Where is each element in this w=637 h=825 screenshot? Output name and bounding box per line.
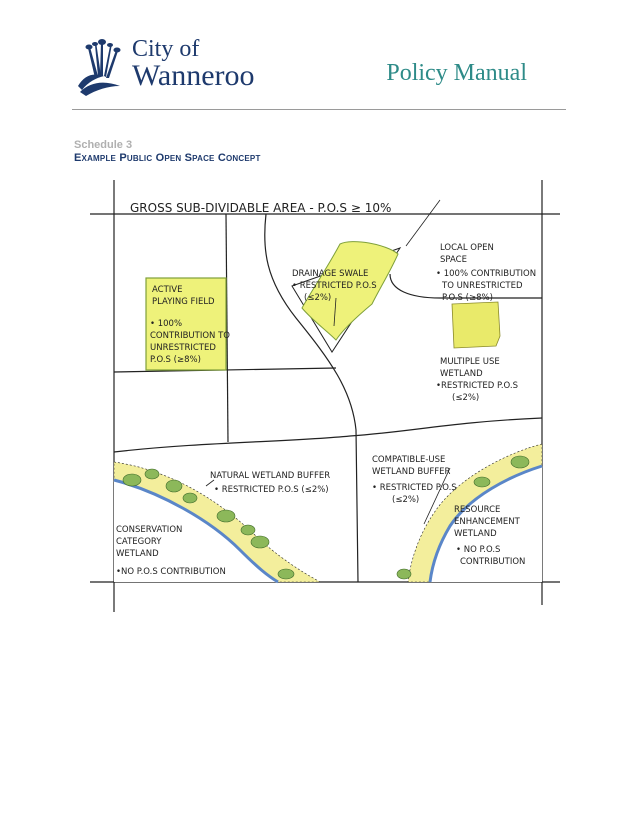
conservation-label-4: •NO P.O.S CONTRIBUTION [116, 567, 226, 577]
multi-label-4: (≤2%) [452, 393, 480, 403]
active-label-5: UNRESTRICTED [150, 343, 216, 353]
multi-label-1: MULTIPLE USE [440, 357, 500, 367]
compatible-label-3: • RESTRICTED P.O.S [372, 483, 457, 493]
swale-label-2: • RESTRICTED P.O.S [292, 281, 377, 291]
conservation-label-3: WETLAND [116, 549, 159, 559]
swale-label-3: (≤2%) [304, 293, 332, 303]
multi-label-2: WETLAND [440, 369, 483, 379]
resource-label-3: WETLAND [454, 529, 497, 539]
logo-line-2: Wanneroo [132, 59, 255, 92]
compatible-label-1: COMPATIBLE-USE [372, 455, 446, 465]
natural-label-1: NATURAL WETLAND BUFFER [210, 471, 331, 481]
compatible-label-4: (≤2%) [392, 495, 420, 505]
resource-label-1: RESOURCE [454, 505, 501, 515]
local-label-4: TO UNRESTRICTED [442, 281, 523, 291]
local-label-3: • 100% CONTRIBUTION [436, 269, 537, 279]
resource-label-2: ENHANCEMENT [454, 517, 520, 527]
active-label-2: PLAYING FIELD [152, 297, 215, 307]
schedule-number: Schedule 3 [74, 139, 133, 151]
active-label-3: • 100% [150, 319, 183, 329]
manual-title: Policy Manual [386, 60, 527, 86]
multiple-use-wetland [452, 302, 500, 348]
pos-concept-sketch [90, 180, 560, 620]
local-label-2: SPACE [440, 255, 467, 265]
active-label-6: P.O.S (≥8%) [150, 355, 201, 365]
conservation-label-1: CONSERVATION [116, 525, 183, 535]
headline-label: GROSS SUB-DIVIDABLE AREA - P.O.S ≥ 10% [130, 201, 392, 215]
active-label-1: ACTIVE [152, 285, 183, 295]
local-label-5: P.O.S (≥8%) [442, 293, 493, 303]
resource-label-4: • NO P.O.S [456, 545, 501, 555]
conservation-label-2: CATEGORY [116, 537, 162, 547]
local-label-1: LOCAL OPEN [440, 243, 494, 253]
header-divider [72, 109, 566, 110]
collector-road [114, 418, 542, 452]
swale-label-1: DRAINAGE SWALE [292, 269, 369, 279]
compatible-label-2: WETLAND BUFFER [372, 467, 451, 477]
natural-label-2: • RESTRICTED P.O.S (≤2%) [214, 485, 329, 495]
logo-line-1: City of [132, 36, 200, 62]
resource-label-5: CONTRIBUTION [460, 557, 526, 567]
active-label-4: CONTRIBUTION TO [150, 331, 230, 341]
schedule-title: Example Public Open Space Concept [74, 152, 261, 164]
multi-label-3: •RESTRICTED P.O.S [436, 381, 518, 391]
